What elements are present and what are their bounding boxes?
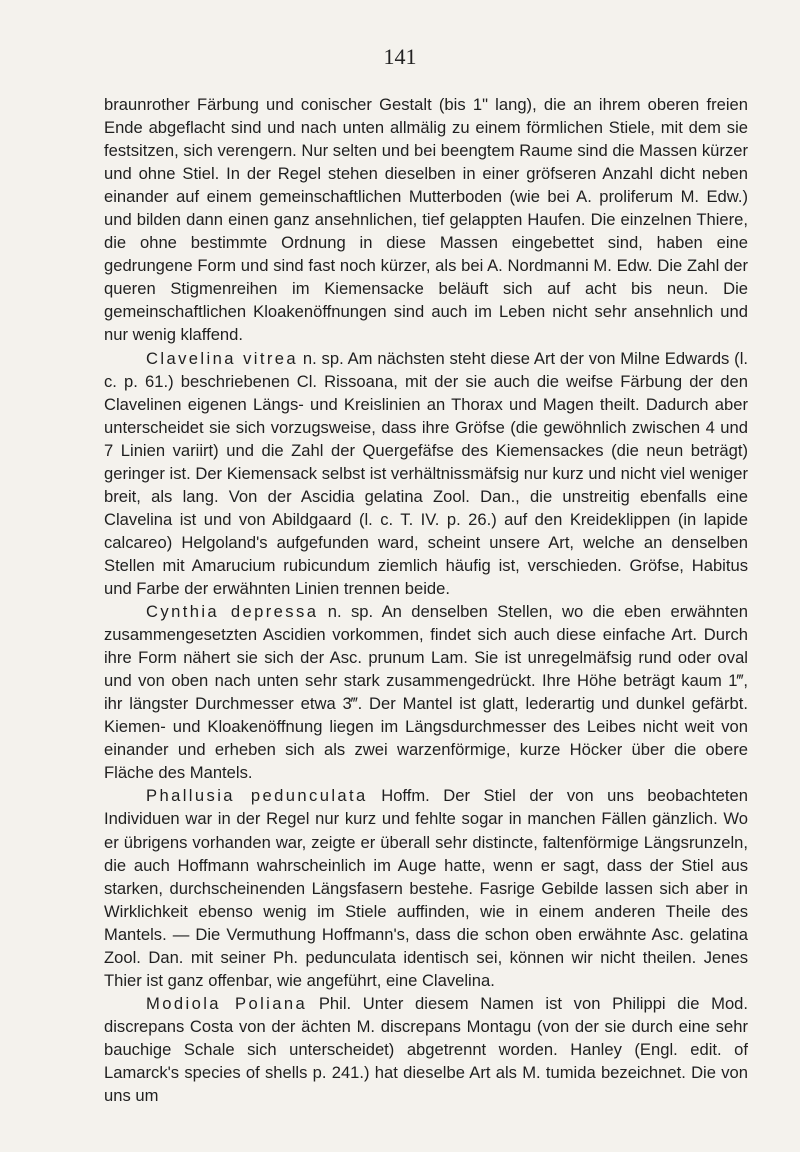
paragraph-text: n. sp. Am nächsten steht diese Art der von Milne Edwards (l. c. p. 61.) beschriebenen Cl. Rissoana, mit der sie auch die weifse Färbung der den Clavelinen eigenen Längs- und Kreislinien an Thorax und Magen theilt. Dadurch aber unterscheidet sie sich vorzugsweise, dass ihre Gröfse (die gewöhnlich zwischen 4 und 7 Linien variirt) und die Zahl der Quergefäfse des Kiemensackes (die neun beträgt) geringer ist. Der Kiemensack selbst ist verhältnissmäfsig nur kurz und nicht viel weniger breit, als lang. Von der Ascidia gelatina Zool. Dan., die unstreitig ebenfalls eine Clavelina ist und von Abildgaard (l. c. T. IV. p. 26.) auf den Kreideklippen (in lapide calcareo) Helgoland's aufgefunden ward, scheint unsere Art, welche an denselben Stellen mit Amarucium rubicundum ziemlich häufig ist, verschieden. Gröfse, Habitus und Farbe der erwähnten Linien trennen beide.	[104, 348, 748, 598]
paragraph-phallusia-pedunculata	[104, 784, 748, 991]
paragraph-text: n. sp. An denselben Stellen, wo die eben erwähnten zusammengesetzten Ascidien vorkommen, findet sich auch diese einfache Art. Durch ihre Form nähert sie sich der Asc. prunum Lam. Sie ist unregelmäfsig rund oder oval und von oben nach unten sehr stark zusammengedrückt. Ihre Höhe beträgt kaum 1‴, ihr längster Durchmesser etwa 3‴. Der Mantel ist glatt, lederartig und dunkel gefärbt. Kiemen- und Kloakenöffnung liegen im Längsdurchmesser des Leibes nicht weit von einander und erheben sich als zwei warzenförmige, kurze Höcker über die obere Fläche des Mantels.	[104, 602, 748, 783]
paragraph-continued	[104, 93, 748, 347]
paragraph-clavelina-vitrea	[104, 347, 748, 601]
species-name: Clavelina vitrea	[146, 348, 299, 368]
species-name: Cynthia depressa	[146, 602, 319, 622]
paragraph-text: braunrother Färbung und conischer Gestalt (bis 1" lang), die an ihrem oberen freien Ende abgeflacht sind und nach unten allmälig zu einem förmlichen Stiele, mit dem sie festsitzen, sich verengern. Nur selten und bei beengtem Raume sind die Massen kürzer und ohne Stiel. In der Regel stehen dieselben in einer gröfseren Anzahl dicht neben einander auf einem gemeinschaftlichen Mutterboden (wie bei A. proliferum M. Edw.) und bilden dann einen ganz ansehnlichen, tief gelappten Haufen. Die einzelnen Thiere, die ohne bestimmte Ordnung in diese Massen eingebettet sind, haben eine gedrungene Form und sind fast noch kürzer, als bei A. Nordmanni M. Edw. Die Zahl der queren Stigmenreihen im Kiemensacke beläuft sich auf acht bis neun. Die gemeinschaftlichen Kloakenöffnungen sind auch im Leben nicht sehr ansehnlich und nur wenig klaffend.	[104, 95, 748, 345]
paragraph-modiola-poliana	[104, 992, 748, 1107]
species-name: Phallusia pedunculata	[146, 786, 368, 806]
body-text	[104, 93, 748, 1107]
paragraph-text: Hoffm. Der Stiel der von uns beobachteten Individuen war in der Regel nur kurz und fehlte sogar in manchen Fällen gänzlich. Wo er übrigens vorhanden war, zeigte er überall sehr distincte, faltenförmige Längsrunzeln, die auch Hoffmann wahrscheinlich im Auge hatte, wenn er sagt, dass der Stiel aus starken, durchscheinenden Längsfasern bestehe. Fasrige Gebilde lassen sich aber in Wirklichkeit ebenso wenig im Stiele auffinden, wie in einem anderen Theile des Mantels. — Die Vermuthung Hoffmann's, dass die schon oben erwähnte Asc. gelatina Zool. Dan. mit seiner Ph. pedunculata identisch sei, können wir nicht theilen. Jenes Thier ist ganz offenbar, wie angeführt, eine Clavelina.	[104, 786, 748, 990]
paragraph-cynthia-depressa	[104, 600, 748, 784]
species-name: Modiola Poliana	[146, 993, 308, 1013]
paragraph-text: Phil. Unter diesem Namen ist von Philippi die Mod. discrepans Costa von der ächten M. discrepans Montagu (von der sie durch eine sehr bauchige Schale sich unterscheidet) abgetrennt worden. Hanley (Engl. edit. of Lamarck's species of shells p. 241.) hat dieselbe Art als M. tumida bezeichnet. Die von uns um	[104, 993, 749, 1106]
page-number: 141	[383, 44, 417, 69]
